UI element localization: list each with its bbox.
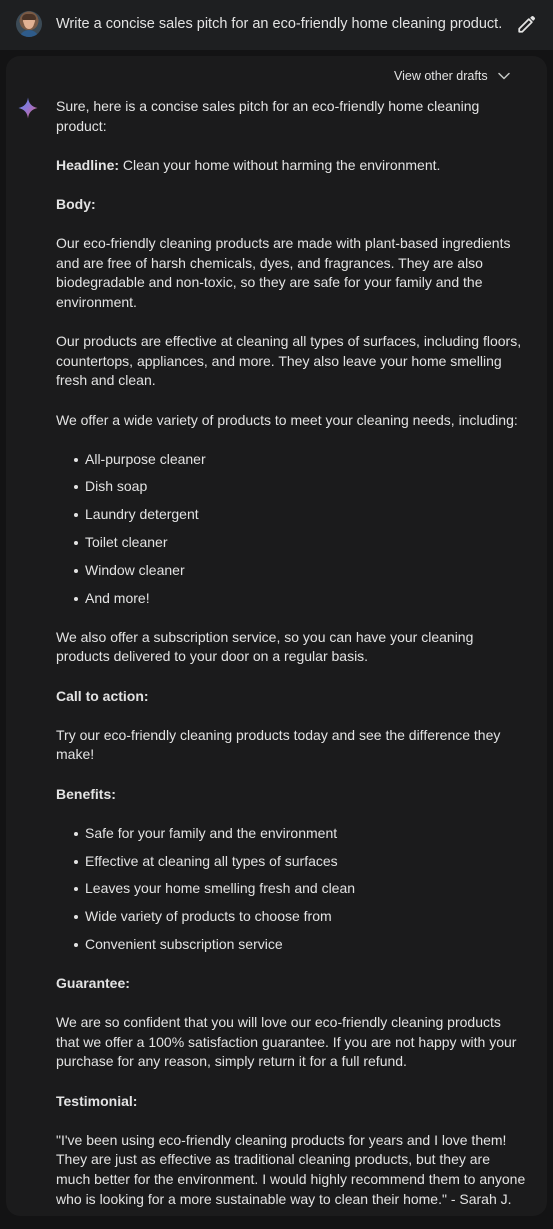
body-heading — [56, 195, 526, 215]
body-paragraph-3: We offer a wide variety of products to meet your cleaning needs, including: — [56, 411, 518, 428]
cta-label: Call to action: — [56, 687, 149, 704]
testimonial-heading — [56, 1092, 526, 1112]
headline-paragraph — [56, 156, 526, 176]
list-item: Convenient subscription service — [85, 935, 526, 955]
headline-label: Headline: — [56, 156, 120, 173]
product-list — [56, 450, 526, 609]
cta-paragraph: Try our eco-friendly cleaning products today and see the difference they make! — [56, 726, 501, 763]
headline-text: Clean your home without harming the environment. — [122, 156, 441, 173]
benefits-list — [56, 824, 526, 955]
guarantee-paragraph: We are so confident that you will love our eco-friendly cleaning products that we offer a 100% satisfaction guarantee. If you are not happy with your purchase for any reason, simply return it for a full refund. — [56, 1014, 517, 1070]
list-item: Window cleaner — [85, 561, 526, 581]
intro-text: Sure, here is a concise sales pitch for an eco-friendly home cleaning product: — [56, 98, 480, 134]
list-item: Effective at cleaning all types of surfaces — [85, 852, 526, 872]
prompt-bar — [0, 0, 553, 50]
body-paragraph-2: Our products are effective at cleaning all types of surfaces, including floors, countertops, appliances, and more. They also leave your home smelling fresh and clean. — [56, 333, 522, 389]
cta-heading — [56, 687, 526, 707]
benefits-heading — [56, 785, 526, 805]
guarantee-heading — [56, 974, 526, 994]
drafts-label: View other drafts — [394, 69, 488, 83]
view-other-drafts-button[interactable] — [394, 66, 511, 86]
sparkle-icon — [16, 96, 40, 120]
body-label: Body: — [56, 195, 96, 212]
list-item: Toilet cleaner — [85, 533, 526, 553]
avatar-shirt — [19, 30, 39, 37]
body-paragraph-1: Our eco-friendly cleaning products are made with plant-based ingredients and are free of harsh chemicals, dyes, and fragrances. They are also biodegradable and non-toxic, so they are safe for your family and the environment. — [56, 235, 511, 310]
list-item: And more! — [85, 589, 526, 609]
prompt-text: Write a concise sales pitch for an eco-friendly home cleaning product. — [56, 16, 503, 32]
response-content — [56, 97, 526, 1229]
edit-prompt-button[interactable] — [516, 13, 538, 35]
list-item: Laundry detergent — [85, 505, 526, 525]
avatar-hair — [22, 14, 36, 20]
testimonial-label: Testimonial: — [56, 1092, 138, 1109]
subscription-paragraph: We also offer a subscription service, so you can have your cleaning products delivered to your door on a regular basis. — [56, 628, 474, 665]
benefits-label: Benefits: — [56, 785, 116, 802]
testimonial-paragraph: "I've been using eco-friendly cleaning products for years and I love them! They are just as effective as traditional cleaning products, but they are much better for the environment. I would highly recommend them to anyone who is looking for a more sustainable way to clean their home." - Sarah J. — [56, 1131, 526, 1207]
chevron-down-icon — [497, 69, 511, 83]
list-item: Wide variety of products to choose from — [85, 907, 526, 927]
guarantee-label: Guarantee: — [56, 975, 130, 992]
list-item: Leaves your home smelling fresh and clean — [85, 879, 526, 899]
list-item: Safe for your family and the environment — [85, 824, 526, 844]
list-item: Dish soap — [85, 477, 526, 497]
list-item: All-purpose cleaner — [85, 450, 526, 470]
user-avatar — [16, 11, 42, 37]
pencil-icon — [516, 13, 538, 35]
